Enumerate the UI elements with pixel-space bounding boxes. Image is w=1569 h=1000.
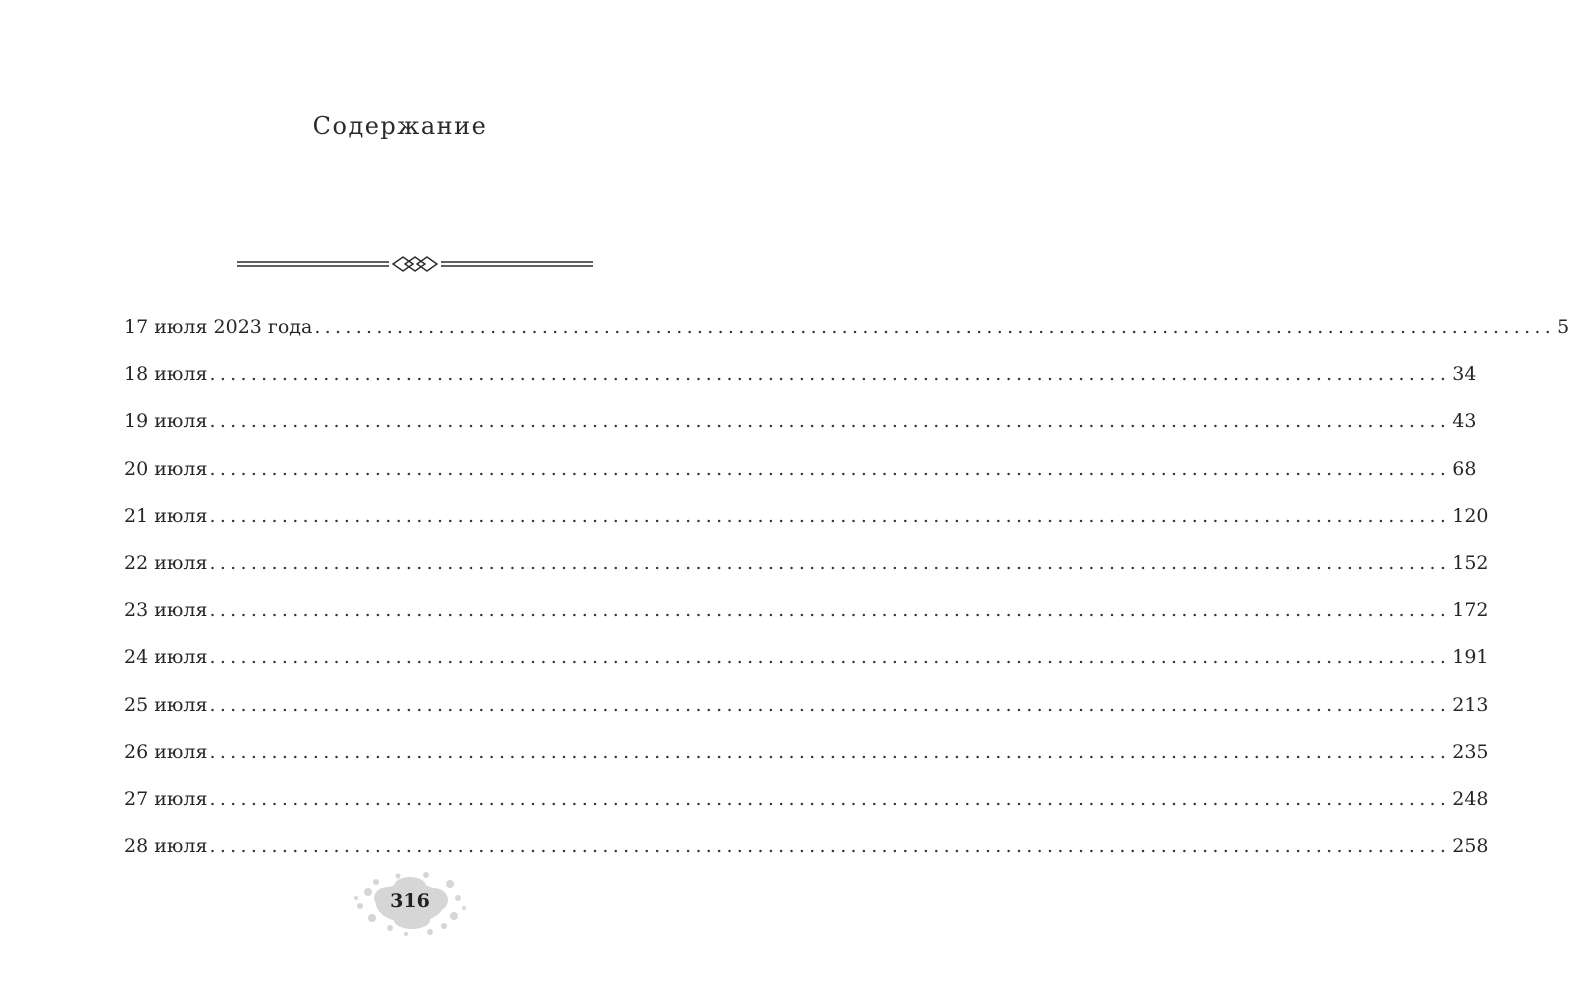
toc-entry-page: 5 xyxy=(1557,316,1569,338)
toc-entry xyxy=(124,548,1489,595)
toc-entry xyxy=(124,454,1477,501)
toc-entry-page: 235 xyxy=(1452,740,1489,763)
toc-entry-page: 248 xyxy=(1452,787,1489,810)
table-of-contents xyxy=(124,312,1569,878)
toc-entry xyxy=(124,690,1489,737)
toc-entry-label: 25 июля xyxy=(124,693,208,716)
toc-entry-label: 28 июля xyxy=(124,835,208,858)
toc-entry xyxy=(124,595,1489,642)
toc-entry xyxy=(124,501,1489,548)
toc-entry xyxy=(124,312,1569,359)
toc-entry-page: 191 xyxy=(1452,646,1489,669)
toc-entry-page: 43 xyxy=(1452,410,1477,433)
toc-entry-page: 258 xyxy=(1452,835,1489,858)
toc-entry-page: 34 xyxy=(1452,363,1477,386)
toc-entry-label: 23 июля xyxy=(124,599,208,622)
dot-leader: ........................................................................................................................ xyxy=(209,646,1451,669)
dot-leader: ........................................................................................................................ xyxy=(209,740,1451,763)
page-title: Содержание xyxy=(312,112,488,140)
toc-entry-label: 21 июля xyxy=(124,504,208,527)
dot-leader: ........................................................................................................................ xyxy=(209,410,1451,433)
toc-entry-label: 20 июля xyxy=(124,457,208,480)
toc-entry xyxy=(124,737,1489,784)
toc-entry-label: 24 июля xyxy=(124,646,208,669)
ornamental-divider xyxy=(237,252,593,276)
toc-entry xyxy=(124,406,1477,453)
toc-entry xyxy=(124,784,1489,831)
dot-leader: ........................................................................................................................ xyxy=(209,599,1451,622)
toc-entry xyxy=(124,642,1489,689)
page-number-badge xyxy=(350,868,470,940)
dot-leader: ........................................................................................................................ xyxy=(209,551,1451,574)
toc-entry xyxy=(124,359,1477,406)
toc-entry-label: 26 июля xyxy=(124,740,208,763)
dot-leader: ........................................................................................................................ xyxy=(209,693,1451,716)
toc-entry-page: 213 xyxy=(1452,693,1489,716)
dot-leader: ........................................................................................................................ xyxy=(209,363,1451,386)
dot-leader: ........................................................................................................................ xyxy=(314,316,1556,338)
dot-leader: ........................................................................................................................ xyxy=(209,504,1451,527)
dot-leader: ........................................................................................................................ xyxy=(209,787,1451,810)
toc-entry-page: 152 xyxy=(1452,551,1489,574)
toc-entry-label: 27 июля xyxy=(124,787,208,810)
toc-entry-page: 68 xyxy=(1452,457,1477,480)
page-number: 316 xyxy=(390,890,430,912)
dot-leader: ........................................................................................................................ xyxy=(209,457,1451,480)
toc-entry-page: 120 xyxy=(1452,504,1489,527)
toc-entry-page: 172 xyxy=(1452,599,1489,622)
toc-entry-label: 19 июля xyxy=(124,410,208,433)
toc-entry-label: 22 июля xyxy=(124,551,208,574)
toc-entry-label: 17 июля 2023 года xyxy=(124,316,313,338)
toc-entry-label: 18 июля xyxy=(124,363,208,386)
dot-leader: ........................................................................................................................ xyxy=(209,835,1451,858)
